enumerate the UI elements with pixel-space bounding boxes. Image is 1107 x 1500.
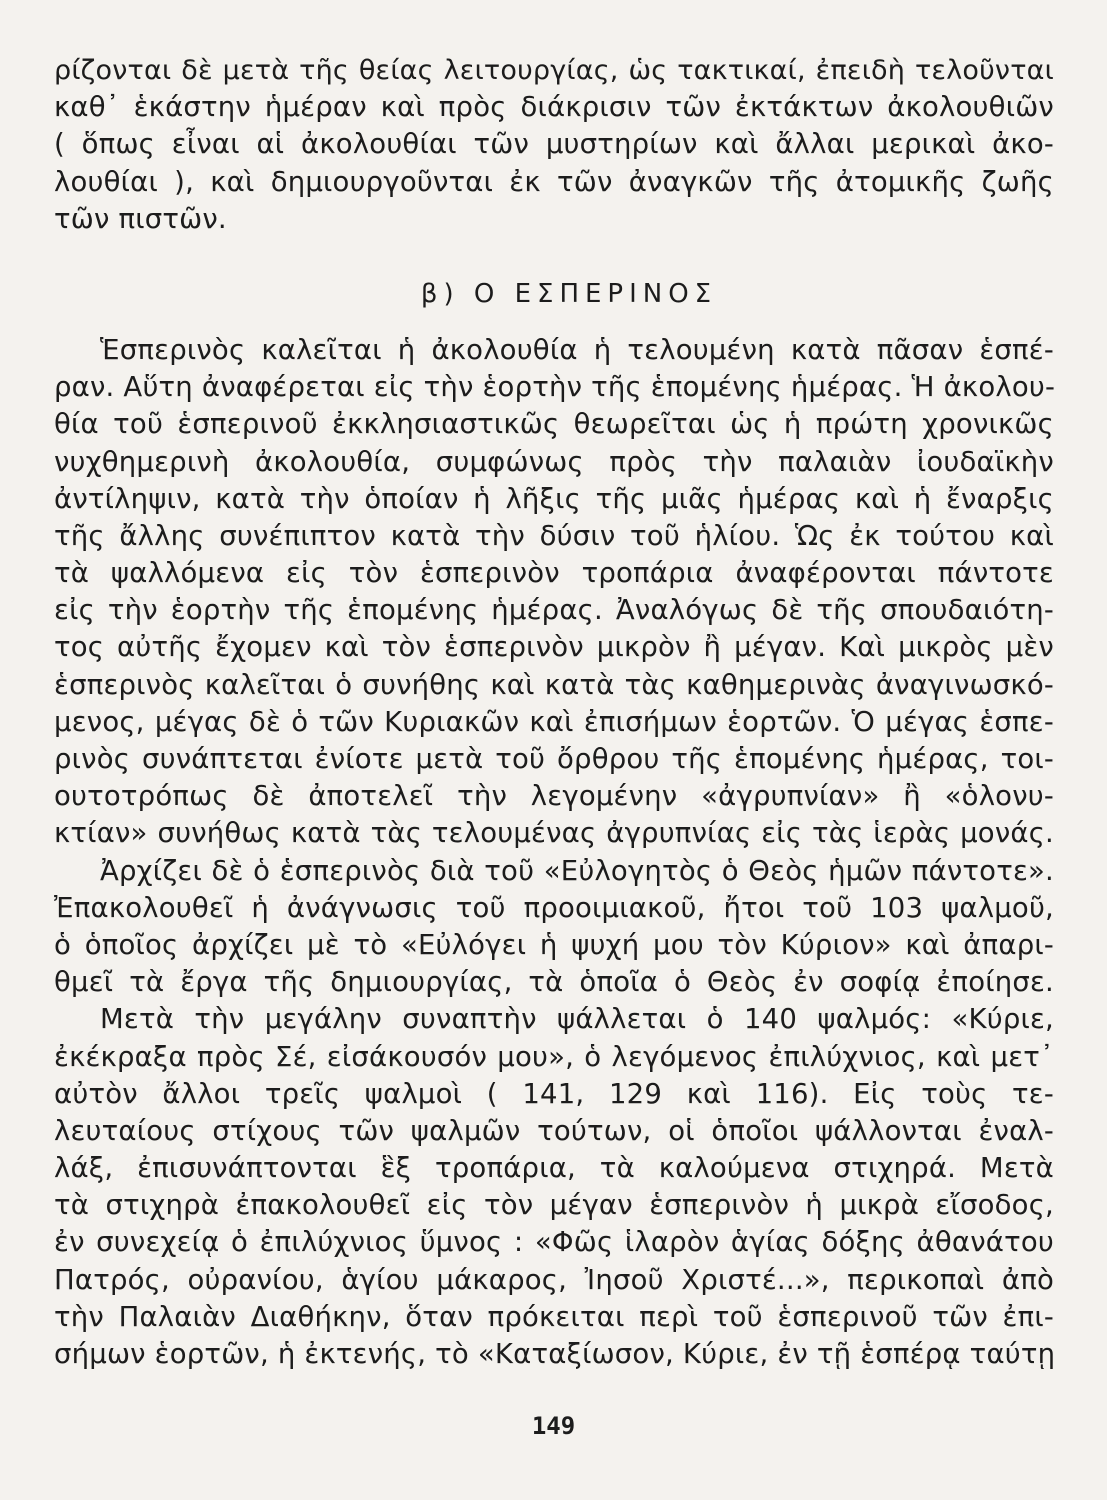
paragraph-1 <box>54 52 1054 238</box>
text-line: ἑσπερινὸς καλεῖται ὁ συνήθης καὶ κατὰ τὰς καθημερινὰς ἀναγινωσκό- <box>54 668 1054 701</box>
text-line: ( ὅπως εἶναι αἱ ἀκολουθίαι τῶν μυστηρίων καὶ ἄλλαι μερικαὶ ἀκο- <box>54 128 1054 161</box>
text-line: τὴν Παλαιὰν Διαθήκην, ὅταν πρόκειται περὶ τοῦ ἑσπερινοῦ τῶν ἐπι- <box>54 1300 1054 1333</box>
text-line: ἀντίληψιν, κατὰ τὴν ὁποίαν ἡ λῆξις τῆς μιᾶς ἡμέρας καὶ ἡ ἔναρξις <box>54 482 1054 515</box>
text-line: ὁ ὁποῖος ἀρχίζει μὲ τὸ «Εὐλόγει ἡ ψυχή μου τὸν Κύριον» καὶ ἀπαρι- <box>54 928 1054 961</box>
paragraph-3 <box>54 853 1054 1002</box>
text-line: ἐκέκραξα πρὸς Σέ, εἰσάκουσόν μου», ὁ λεγόμενος ἐπιλύχνιος, καὶ μετ᾽ <box>54 1040 1054 1073</box>
text-line: τὰ στιχηρὰ ἐπακολουθεῖ εἰς τὸν μέγαν ἑσπερινὸν ἡ μικρὰ εἴσοδος, <box>54 1189 1054 1222</box>
text-line: σήμων ἑορτῶν, ἡ ἐκτενής, τὸ «Καταξίωσον, Κύριε, ἐν τῇ ἑσπέρᾳ ταύτῃ <box>54 1338 1056 1370</box>
text-line: τος αὐτῆς ἔχομεν καὶ τὸν ἑσπερινὸν μικρὸν ἢ μέγαν. Καὶ μικρὸς μὲν <box>54 631 1054 664</box>
text-line: Ἐπακολουθεῖ ἡ ἀνάγνωσις τοῦ προοιμιακοῦ, ἤτοι τοῦ 103 ψαλμοῦ, <box>54 891 1054 924</box>
paragraph-2 <box>54 332 1054 853</box>
text-line: Ἑσπερινὸς καλεῖται ἡ ἀκολουθία ἡ τελουμένη κατὰ πᾶσαν ἑσπέ- <box>100 333 1054 366</box>
text-line: καθ᾽ ἑκάστην ἡμέραν καὶ πρὸς διάκρισιν τῶν ἐκτάκτων ἀκολουθιῶν <box>54 91 1054 124</box>
section-heading: β) Ο ΕΣΠΕΡΙΝΟΣ <box>420 278 718 309</box>
text-line: λευταίους στίχους τῶν ψαλμῶν τούτων, οἱ ὁποῖοι ψάλλονται ἐναλ- <box>54 1114 1054 1147</box>
page-number: 149 <box>531 1412 576 1440</box>
text-line: τῶν πιστῶν. <box>54 202 227 235</box>
text-line: μενος, μέγας δὲ ὁ τῶν Κυριακῶν καὶ ἐπισήμων ἑορτῶν. Ὁ μέγας ἑσπε- <box>54 705 1054 738</box>
text-line: ρινὸς συνάπτεται ἐνίοτε μετὰ τοῦ ὄρθρου τῆς ἑπομένης ἡμέρας, τοι- <box>54 743 1054 775</box>
text-body <box>54 52 1054 1373</box>
text-line: θμεῖ τὰ ἔργα τῆς δημιουργίας, τὰ ὁποῖα ὁ Θεὸς ἐν σοφίᾳ ἐποίησε. <box>54 966 1054 999</box>
text-line: τὰ ψαλλόμενα εἰς τὸν ἑσπερινὸν τροπάρια ἀναφέρονται πάντοτε <box>54 557 1054 590</box>
text-line: κτίαν» συνήθως κατὰ τὰς τελουμένας ἀγρυπνίας εἰς τὰς ἱερὰς μονάς. <box>54 817 1054 850</box>
text-line: λάξ, ἐπισυνάπτονται ἓξ τροπάρια, τὰ καλούμενα στιχηρά. Μετὰ <box>54 1152 1054 1185</box>
text-line: ραν. Αὕτη ἀναφέρεται εἰς τὴν ἑορτὴν τῆς ἑπομένης ἡμέρας. Ἡ ἀκολου- <box>54 371 1056 404</box>
text-line: Μετὰ τὴν μεγάλην συναπτὴν ψάλλεται ὁ 140 ψαλμός: «Κύριε, <box>100 1003 1054 1036</box>
text-line: Ἀρχίζει δὲ ὁ ἑσπερινὸς διὰ τοῦ «Εὐλογητὸς ὁ Θεὸς ἡμῶν πάντοτε». <box>100 854 1054 887</box>
text-line: ἐν συνεχείᾳ ὁ ἐπιλύχνιος ὕμνος : «Φῶς ἱλαρὸν ἁγίας δόξης ἀθανάτου <box>54 1226 1054 1259</box>
text-line: ρίζονται δὲ μετὰ τῆς θείας λειτουργίας, ὡς τακτικαί, ἐπειδὴ τελοῦνται <box>54 55 1054 86</box>
paragraph-4 <box>54 1001 1054 1373</box>
text-line: λουθίαι ), καὶ δημιουργοῦνται ἐκ τῶν ἀναγκῶν τῆς ἀτομικῆς ζωῆς <box>54 165 1054 198</box>
text-line: θία τοῦ ἑσπερινοῦ ἐκκλησιαστικῶς θεωρεῖται ὡς ἡ πρώτη χρονικῶς <box>54 408 1054 441</box>
text-line: Πατρός, οὐρανίου, ἁγίου μάκαρος, Ἰησοῦ Χριστέ...», περικοπαὶ ἀπὸ <box>54 1263 1054 1296</box>
text-line: νυχθημερινὴ ἀκολουθία, συμφώνως πρὸς τὴν παλαιὰν ἰουδαϊκὴν <box>54 445 1054 478</box>
text-line: εἰς τὴν ἑορτὴν τῆς ἑπομένης ἡμέρας. Ἀναλόγως δὲ τῆς σπουδαιότη- <box>54 594 1054 627</box>
text-line: τῆς ἄλλης συνέπιπτον κατὰ τὴν δύσιν τοῦ ἡλίου. Ὡς ἐκ τούτου καὶ <box>54 519 1054 552</box>
text-line: ουτοτρόπως δὲ ἀποτελεῖ τὴν λεγομένην «ἀγρυπνίαν» ἢ «ὁλονυ- <box>54 780 1054 813</box>
text-line: αὐτὸν ἄλλοι τρεῖς ψαλμοὶ ( 141, 129 καὶ 116). Εἰς τοὺς τε- <box>54 1077 1054 1110</box>
